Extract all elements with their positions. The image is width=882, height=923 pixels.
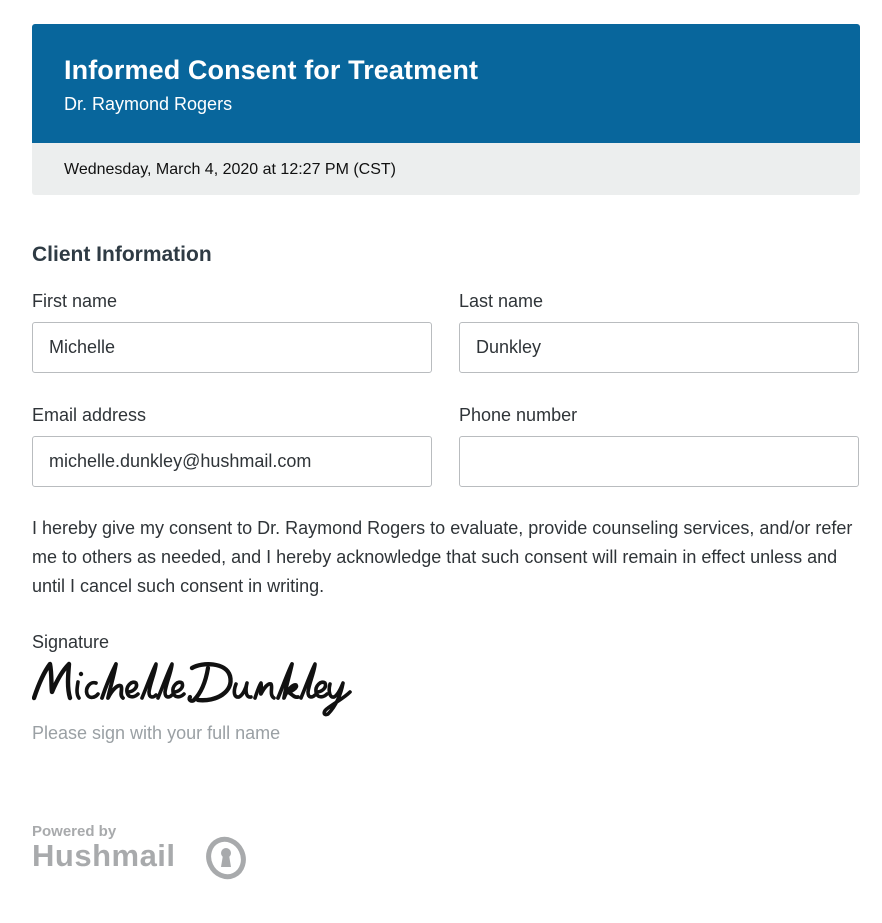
hushmail-logo[interactable] xyxy=(32,836,247,882)
email-label: Email address xyxy=(32,405,147,425)
hushmail-wordmark: Hushmail xyxy=(32,838,176,873)
client-information-heading: Client Information xyxy=(32,243,212,266)
email-field[interactable] xyxy=(32,436,432,487)
last-name-label: Last name xyxy=(459,291,544,311)
first-name-label: First name xyxy=(32,291,118,311)
signature-label: Signature xyxy=(32,632,110,652)
header-banner xyxy=(32,24,860,143)
signature-help-text: Please sign with your full name xyxy=(32,723,281,743)
phone-label: Phone number xyxy=(459,405,578,425)
powered-by-label: Powered by xyxy=(32,823,117,840)
first-name-field[interactable] xyxy=(32,322,432,373)
phone-field[interactable] xyxy=(459,436,859,487)
form-title: Informed Consent for Treatment xyxy=(64,55,479,85)
form-header xyxy=(32,24,860,195)
last-name-field[interactable] xyxy=(459,322,859,373)
keyhole-lock-icon xyxy=(206,836,246,880)
handwritten-signature xyxy=(32,652,352,718)
submission-datetime: Wednesday, March 4, 2020 at 12:27 PM (CST) xyxy=(32,143,860,195)
consent-statement: I hereby give my consent to Dr. Raymond Rogers to evaluate, provide counseling services, and/or refer me to others as needed, and I hereby acknowledge that such consent will remain in effect unless and until I cancel such consent in writing. xyxy=(32,518,853,596)
doctor-name: Dr. Raymond Rogers xyxy=(64,94,233,114)
